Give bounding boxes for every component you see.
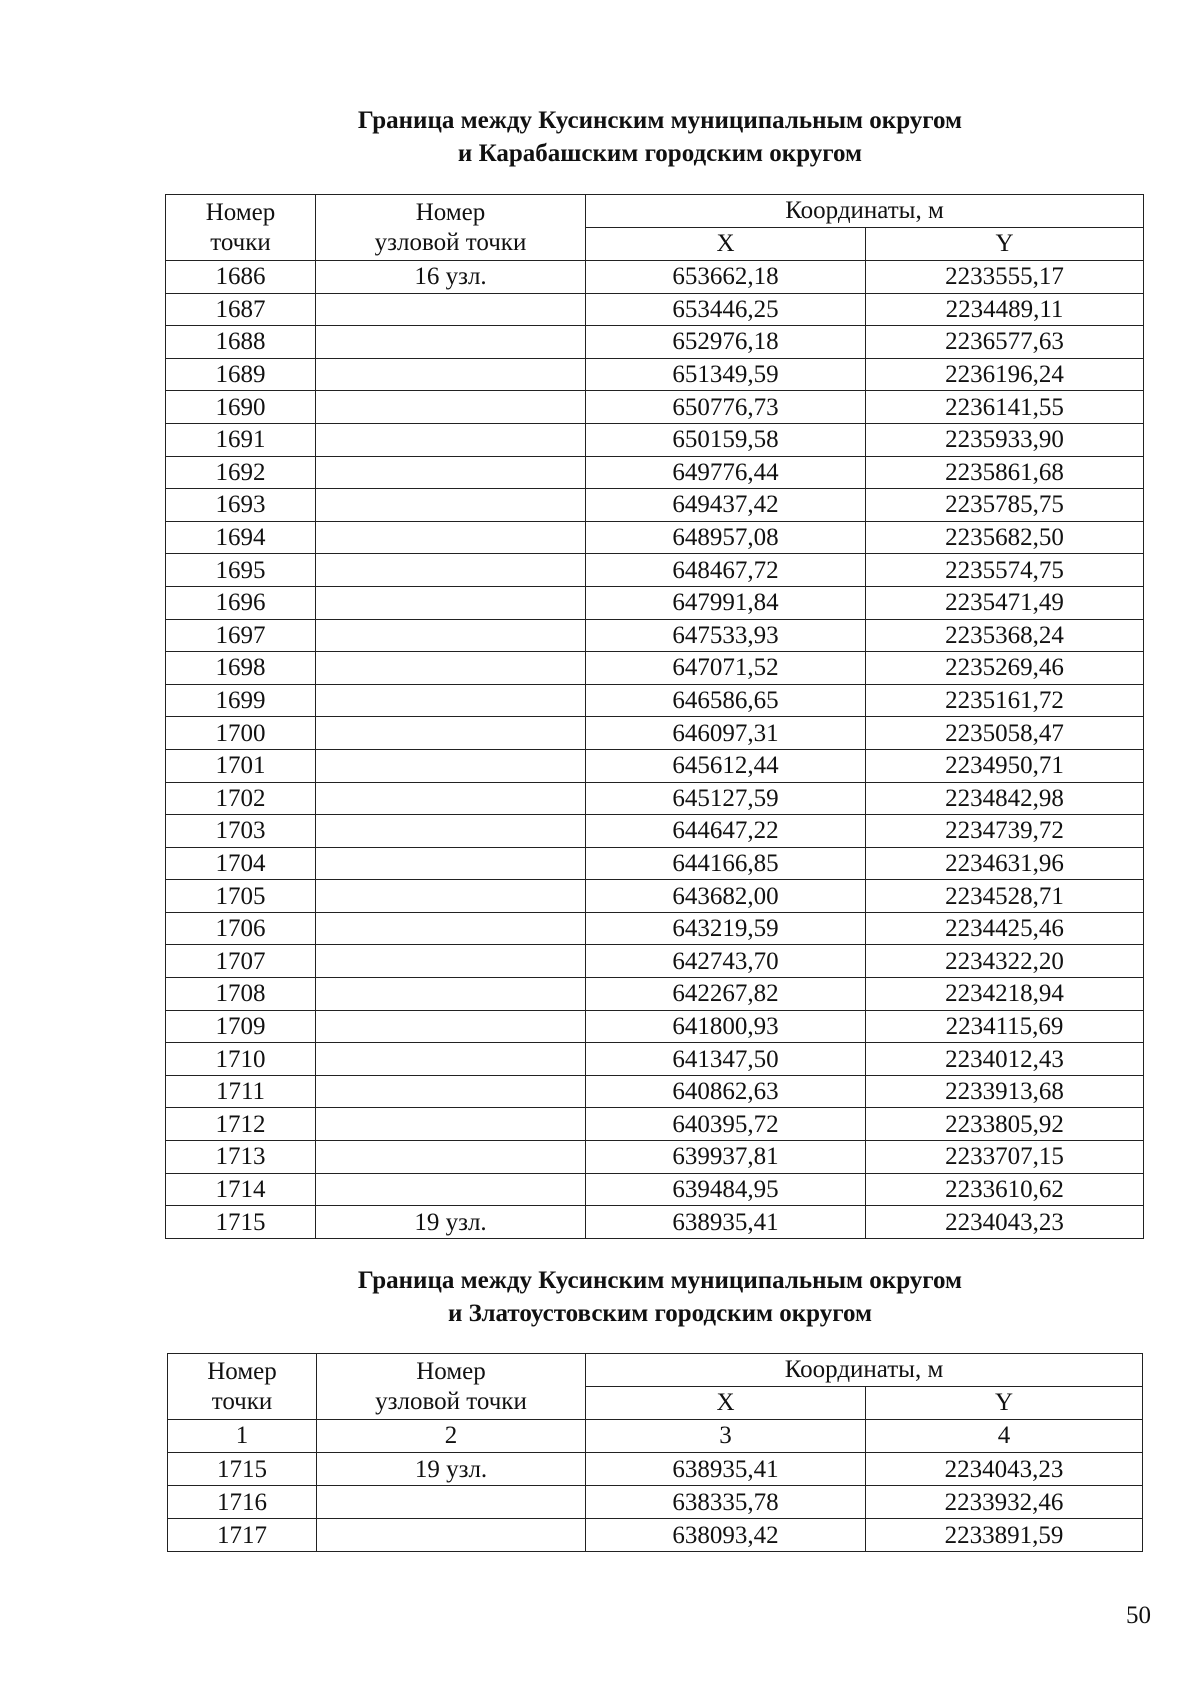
section-title	[0, 104, 1200, 170]
node-number-cell: 19 узл.	[317, 1453, 586, 1486]
y-coordinate-cell: 2235058,47	[866, 717, 1144, 750]
node-number-header	[317, 1354, 586, 1420]
node-number-cell	[316, 423, 586, 456]
table-row	[166, 880, 1144, 913]
y-coordinate-cell: 2233891,59	[866, 1519, 1143, 1552]
table-row	[166, 554, 1144, 587]
node-number-cell	[316, 1108, 586, 1141]
header-text: узловой точки	[375, 1387, 527, 1415]
coordinates-table	[167, 1353, 1143, 1552]
node-number-cell	[316, 749, 586, 782]
point-number-cell: 1705	[166, 880, 316, 913]
table-row	[166, 293, 1144, 326]
coordinates-header: Координаты, м	[586, 195, 1144, 228]
y-coordinate-cell: 2233555,17	[866, 261, 1144, 294]
node-number-cell	[316, 782, 586, 815]
x-coordinate-cell: 639937,81	[586, 1141, 866, 1174]
table-row	[166, 358, 1144, 391]
node-number-cell	[316, 554, 586, 587]
table-row	[166, 1010, 1144, 1043]
header-text: Номер	[416, 1357, 486, 1385]
table-row	[166, 1108, 1144, 1141]
y-coordinate-cell: 2235861,68	[866, 456, 1144, 489]
y-coordinate-cell: 2234739,72	[866, 815, 1144, 848]
point-number-cell: 1709	[166, 1010, 316, 1043]
node-number-cell	[316, 326, 586, 359]
node-number-cell	[316, 391, 586, 424]
node-number-cell	[317, 1486, 586, 1519]
column-number-row	[168, 1420, 1143, 1453]
point-number-cell: 1710	[166, 1043, 316, 1076]
x-coordinate-cell: 639484,95	[586, 1173, 866, 1206]
point-number-cell: 1706	[166, 912, 316, 945]
node-number-cell: 16 узл.	[316, 261, 586, 294]
node-number-cell	[316, 619, 586, 652]
node-number-cell	[316, 456, 586, 489]
x-coordinate-cell: 646097,31	[586, 717, 866, 750]
y-coordinate-cell: 2236141,55	[866, 391, 1144, 424]
table-row	[166, 684, 1144, 717]
column-number: 2	[317, 1420, 586, 1453]
y-coordinate-cell: 2233610,62	[866, 1173, 1144, 1206]
node-number-cell	[316, 912, 586, 945]
table-row	[168, 1453, 1143, 1486]
node-number-cell	[316, 945, 586, 978]
point-number-cell: 1699	[166, 684, 316, 717]
table-row	[166, 1141, 1144, 1174]
table-row	[166, 815, 1144, 848]
table-row	[166, 521, 1144, 554]
table-row	[166, 717, 1144, 750]
x-coordinate-cell: 652976,18	[586, 326, 866, 359]
header-text: точки	[210, 228, 271, 256]
table-row	[166, 1206, 1144, 1239]
y-coordinate-cell: 2234043,23	[866, 1206, 1144, 1239]
point-number-cell: 1707	[166, 945, 316, 978]
point-number-cell: 1715	[166, 1206, 316, 1239]
x-coordinate-cell: 649776,44	[586, 456, 866, 489]
y-coordinate-cell: 2235785,75	[866, 489, 1144, 522]
point-number-cell: 1700	[166, 717, 316, 750]
y-coordinate-cell: 2235574,75	[866, 554, 1144, 587]
x-coordinate-cell: 638935,41	[586, 1453, 866, 1486]
x-coordinate-cell: 638335,78	[586, 1486, 866, 1519]
table-row	[166, 619, 1144, 652]
x-coordinate-cell: 643219,59	[586, 912, 866, 945]
point-number-cell: 1717	[168, 1519, 317, 1552]
table-row	[166, 847, 1144, 880]
y-coordinate-cell: 2234012,43	[866, 1043, 1144, 1076]
table-row	[166, 1043, 1144, 1076]
point-number-cell: 1708	[166, 978, 316, 1011]
table-row	[166, 945, 1144, 978]
x-coordinate-cell: 647071,52	[586, 652, 866, 685]
coordinates-table	[165, 194, 1144, 1239]
x-coordinate-cell: 648467,72	[586, 554, 866, 587]
point-number-cell: 1698	[166, 652, 316, 685]
table-row	[166, 326, 1144, 359]
column-number: 3	[586, 1420, 866, 1453]
node-number-cell	[317, 1519, 586, 1552]
x-coordinate-cell: 642267,82	[586, 978, 866, 1011]
point-number-cell: 1714	[166, 1173, 316, 1206]
y-coordinate-cell: 2234218,94	[866, 978, 1144, 1011]
header-row	[168, 1354, 1143, 1387]
point-number-cell: 1701	[166, 749, 316, 782]
point-number-cell: 1688	[166, 326, 316, 359]
y-coordinate-cell: 2234425,46	[866, 912, 1144, 945]
node-number-cell	[316, 978, 586, 1011]
node-number-cell	[316, 1010, 586, 1043]
x-coordinate-cell: 638093,42	[586, 1519, 866, 1552]
y-coordinate-cell: 2234043,23	[866, 1453, 1143, 1486]
y-coordinate-cell: 2235682,50	[866, 521, 1144, 554]
header-text: точки	[211, 1387, 273, 1415]
table-row	[166, 1173, 1144, 1206]
y-coordinate-cell: 2233707,15	[866, 1141, 1144, 1174]
node-number-cell	[316, 1075, 586, 1108]
point-number-cell: 1711	[166, 1075, 316, 1108]
x-header: X	[586, 1387, 866, 1420]
x-coordinate-cell: 642743,70	[586, 945, 866, 978]
table-row	[166, 456, 1144, 489]
table-row	[166, 749, 1144, 782]
node-number-cell	[316, 1043, 586, 1076]
node-number-cell	[316, 880, 586, 913]
y-coordinate-cell: 2236577,63	[866, 326, 1144, 359]
point-number-header	[166, 195, 316, 261]
y-coordinate-cell: 2234528,71	[866, 880, 1144, 913]
y-coordinate-cell: 2234115,69	[866, 1010, 1144, 1043]
point-number-cell: 1695	[166, 554, 316, 587]
node-number-cell	[316, 815, 586, 848]
table-row	[166, 978, 1144, 1011]
table-row	[168, 1486, 1143, 1519]
x-coordinate-cell: 641347,50	[586, 1043, 866, 1076]
header-text: узловой точки	[374, 228, 527, 256]
header-text: Номер	[205, 198, 276, 226]
y-coordinate-cell: 2236196,24	[866, 358, 1144, 391]
node-number-cell	[316, 684, 586, 717]
point-number-cell: 1704	[166, 847, 316, 880]
page-number: 50	[1126, 1602, 1151, 1629]
point-number-cell: 1687	[166, 293, 316, 326]
section-title-line: Граница между Кусинским муниципальным округом	[357, 1267, 963, 1294]
y-coordinate-cell: 2235471,49	[866, 586, 1144, 619]
point-number-cell: 1694	[166, 521, 316, 554]
node-number-cell	[316, 1141, 586, 1174]
coordinates-header: Координаты, м	[586, 1354, 1143, 1387]
x-coordinate-cell: 653446,25	[586, 293, 866, 326]
table-row	[166, 652, 1144, 685]
header-text: Номер	[415, 198, 486, 226]
node-number-cell: 19 узл.	[316, 1206, 586, 1239]
table-row	[166, 586, 1144, 619]
y-coordinate-cell: 2234631,96	[866, 847, 1144, 880]
point-number-cell: 1686	[166, 261, 316, 294]
point-number-header	[168, 1354, 317, 1420]
point-number-cell: 1693	[166, 489, 316, 522]
x-coordinate-cell: 643682,00	[586, 880, 866, 913]
section-title-line: и Карабашским городским округом	[457, 140, 863, 167]
point-number-cell: 1696	[166, 586, 316, 619]
x-coordinate-cell: 647533,93	[586, 619, 866, 652]
table-row	[166, 423, 1144, 456]
x-coordinate-cell: 648957,08	[586, 521, 866, 554]
y-coordinate-cell: 2235368,24	[866, 619, 1144, 652]
node-number-cell	[316, 1173, 586, 1206]
y-coordinate-cell: 2235161,72	[866, 684, 1144, 717]
x-coordinate-cell: 653662,18	[586, 261, 866, 294]
y-coordinate-cell: 2233805,92	[866, 1108, 1144, 1141]
table-row	[166, 489, 1144, 522]
x-coordinate-cell: 646586,65	[586, 684, 866, 717]
y-coordinate-cell: 2233932,46	[866, 1486, 1143, 1519]
point-number-cell: 1716	[168, 1486, 317, 1519]
header-row	[166, 195, 1144, 228]
node-number-cell	[316, 358, 586, 391]
point-number-cell: 1713	[166, 1141, 316, 1174]
y-coordinate-cell: 2234322,20	[866, 945, 1144, 978]
point-number-cell: 1702	[166, 782, 316, 815]
point-number-cell: 1690	[166, 391, 316, 424]
x-coordinate-cell: 651349,59	[586, 358, 866, 391]
y-coordinate-cell: 2235933,90	[866, 423, 1144, 456]
node-number-cell	[316, 717, 586, 750]
x-coordinate-cell: 641800,93	[586, 1010, 866, 1043]
x-coordinate-cell: 644647,22	[586, 815, 866, 848]
x-coordinate-cell: 644166,85	[586, 847, 866, 880]
node-number-header	[316, 195, 586, 261]
node-number-cell	[316, 586, 586, 619]
column-number: 1	[168, 1420, 317, 1453]
point-number-cell: 1715	[168, 1453, 317, 1486]
point-number-cell: 1692	[166, 456, 316, 489]
table-row	[166, 912, 1144, 945]
x-coordinate-cell: 645127,59	[586, 782, 866, 815]
x-header: X	[586, 228, 866, 261]
point-number-cell: 1697	[166, 619, 316, 652]
x-coordinate-cell: 638935,41	[586, 1206, 866, 1239]
header-text: Номер	[207, 1357, 277, 1385]
x-coordinate-cell: 650776,73	[586, 391, 866, 424]
y-coordinate-cell: 2233913,68	[866, 1075, 1144, 1108]
node-number-cell	[316, 847, 586, 880]
point-number-cell: 1691	[166, 423, 316, 456]
x-coordinate-cell: 649437,42	[586, 489, 866, 522]
table-row	[168, 1519, 1143, 1552]
node-number-cell	[316, 489, 586, 522]
table-row	[166, 1075, 1144, 1108]
x-coordinate-cell: 647991,84	[586, 586, 866, 619]
column-number: 4	[866, 1420, 1143, 1453]
y-coordinate-cell: 2235269,46	[866, 652, 1144, 685]
table-row	[166, 261, 1144, 294]
node-number-cell	[316, 652, 586, 685]
section-title	[0, 1264, 1200, 1330]
x-coordinate-cell: 640862,63	[586, 1075, 866, 1108]
section-title-line: и Златоустовским городским округом	[447, 1300, 873, 1327]
node-number-cell	[316, 521, 586, 554]
point-number-cell: 1689	[166, 358, 316, 391]
point-number-cell: 1703	[166, 815, 316, 848]
y-coordinate-cell: 2234842,98	[866, 782, 1144, 815]
table-row	[166, 782, 1144, 815]
node-number-cell	[316, 293, 586, 326]
y-coordinate-cell: 2234950,71	[866, 749, 1144, 782]
y-coordinate-cell: 2234489,11	[866, 293, 1144, 326]
section-title-line: Граница между Кусинским муниципальным округом	[357, 107, 963, 134]
y-header: Y	[866, 1387, 1143, 1420]
table-row	[166, 391, 1144, 424]
x-coordinate-cell: 650159,58	[586, 423, 866, 456]
x-coordinate-cell: 645612,44	[586, 749, 866, 782]
point-number-cell: 1712	[166, 1108, 316, 1141]
x-coordinate-cell: 640395,72	[586, 1108, 866, 1141]
y-header: Y	[866, 228, 1144, 261]
